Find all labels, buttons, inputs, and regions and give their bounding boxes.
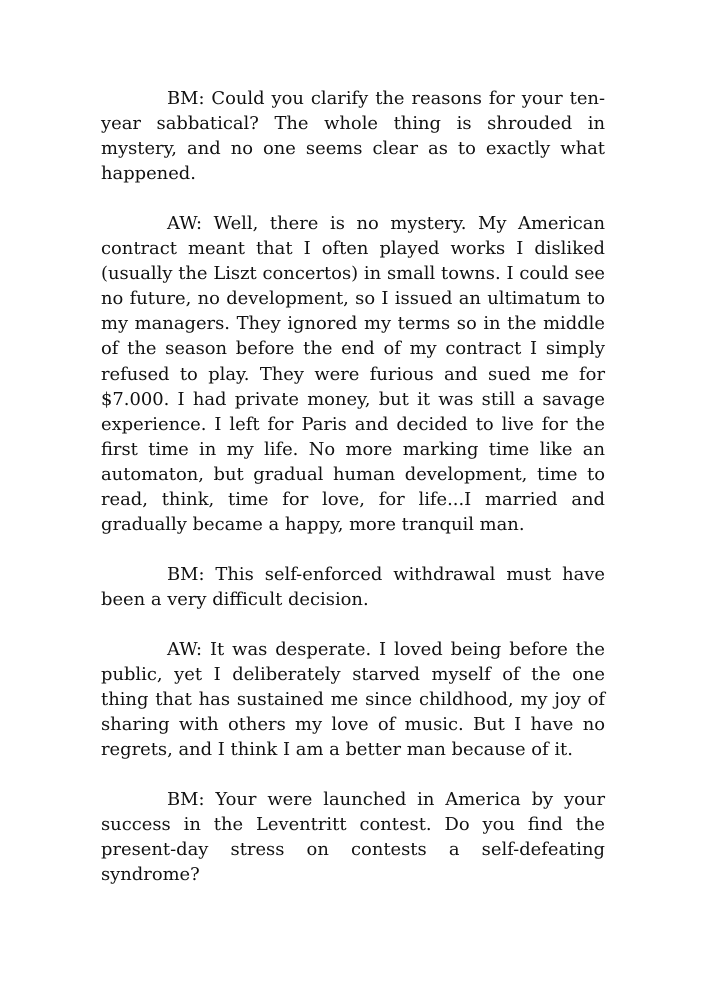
paragraph-aw-answer-sabbatical: AW: Well, there is no mystery. My American contract meant that I often played works I disliked (usually the Liszt concertos) in small towns. I could see no future, no development, so I issued an ultimatum to my managers. They ignored my terms so in the middle of the season before the end of my contract I simply refused to play. They were furious and sued me for $7.000. I had private money, but it was still a savage experience. I left for Paris and decided to live for the first time in my life. No more marking time like an automaton, but gradual human development, time to read, think, time for love, for life...I married and gradually became a happy, more tranquil man. [101,213,605,535]
paragraph-aw-answer-withdrawal: AW: It was desperate. I loved being before the public, yet I deliberately starved myself of the one thing that has sustained me since childhood, my joy of sharing with others my love of music. But I have no regrets, and I think I am a better man because of it. [101,639,605,761]
paragraph-bm-question-contests: BM: Your were launched in America by your success in the Leventritt contest. Do you find the present-day stress on contests a self-defeating syndrome? [101,789,605,886]
paragraph-bm-question-withdrawal: BM: This self-enforced withdrawal must have been a very difficult decision. [101,563,605,610]
paragraph-bm-question-sabbatical: BM: Could you clarify the reasons for your ten-year sabbatical? The whole thing is shrouded in mystery, and no one seems clear as to exactly what happened. [101,88,605,185]
document-page [101,86,605,913]
